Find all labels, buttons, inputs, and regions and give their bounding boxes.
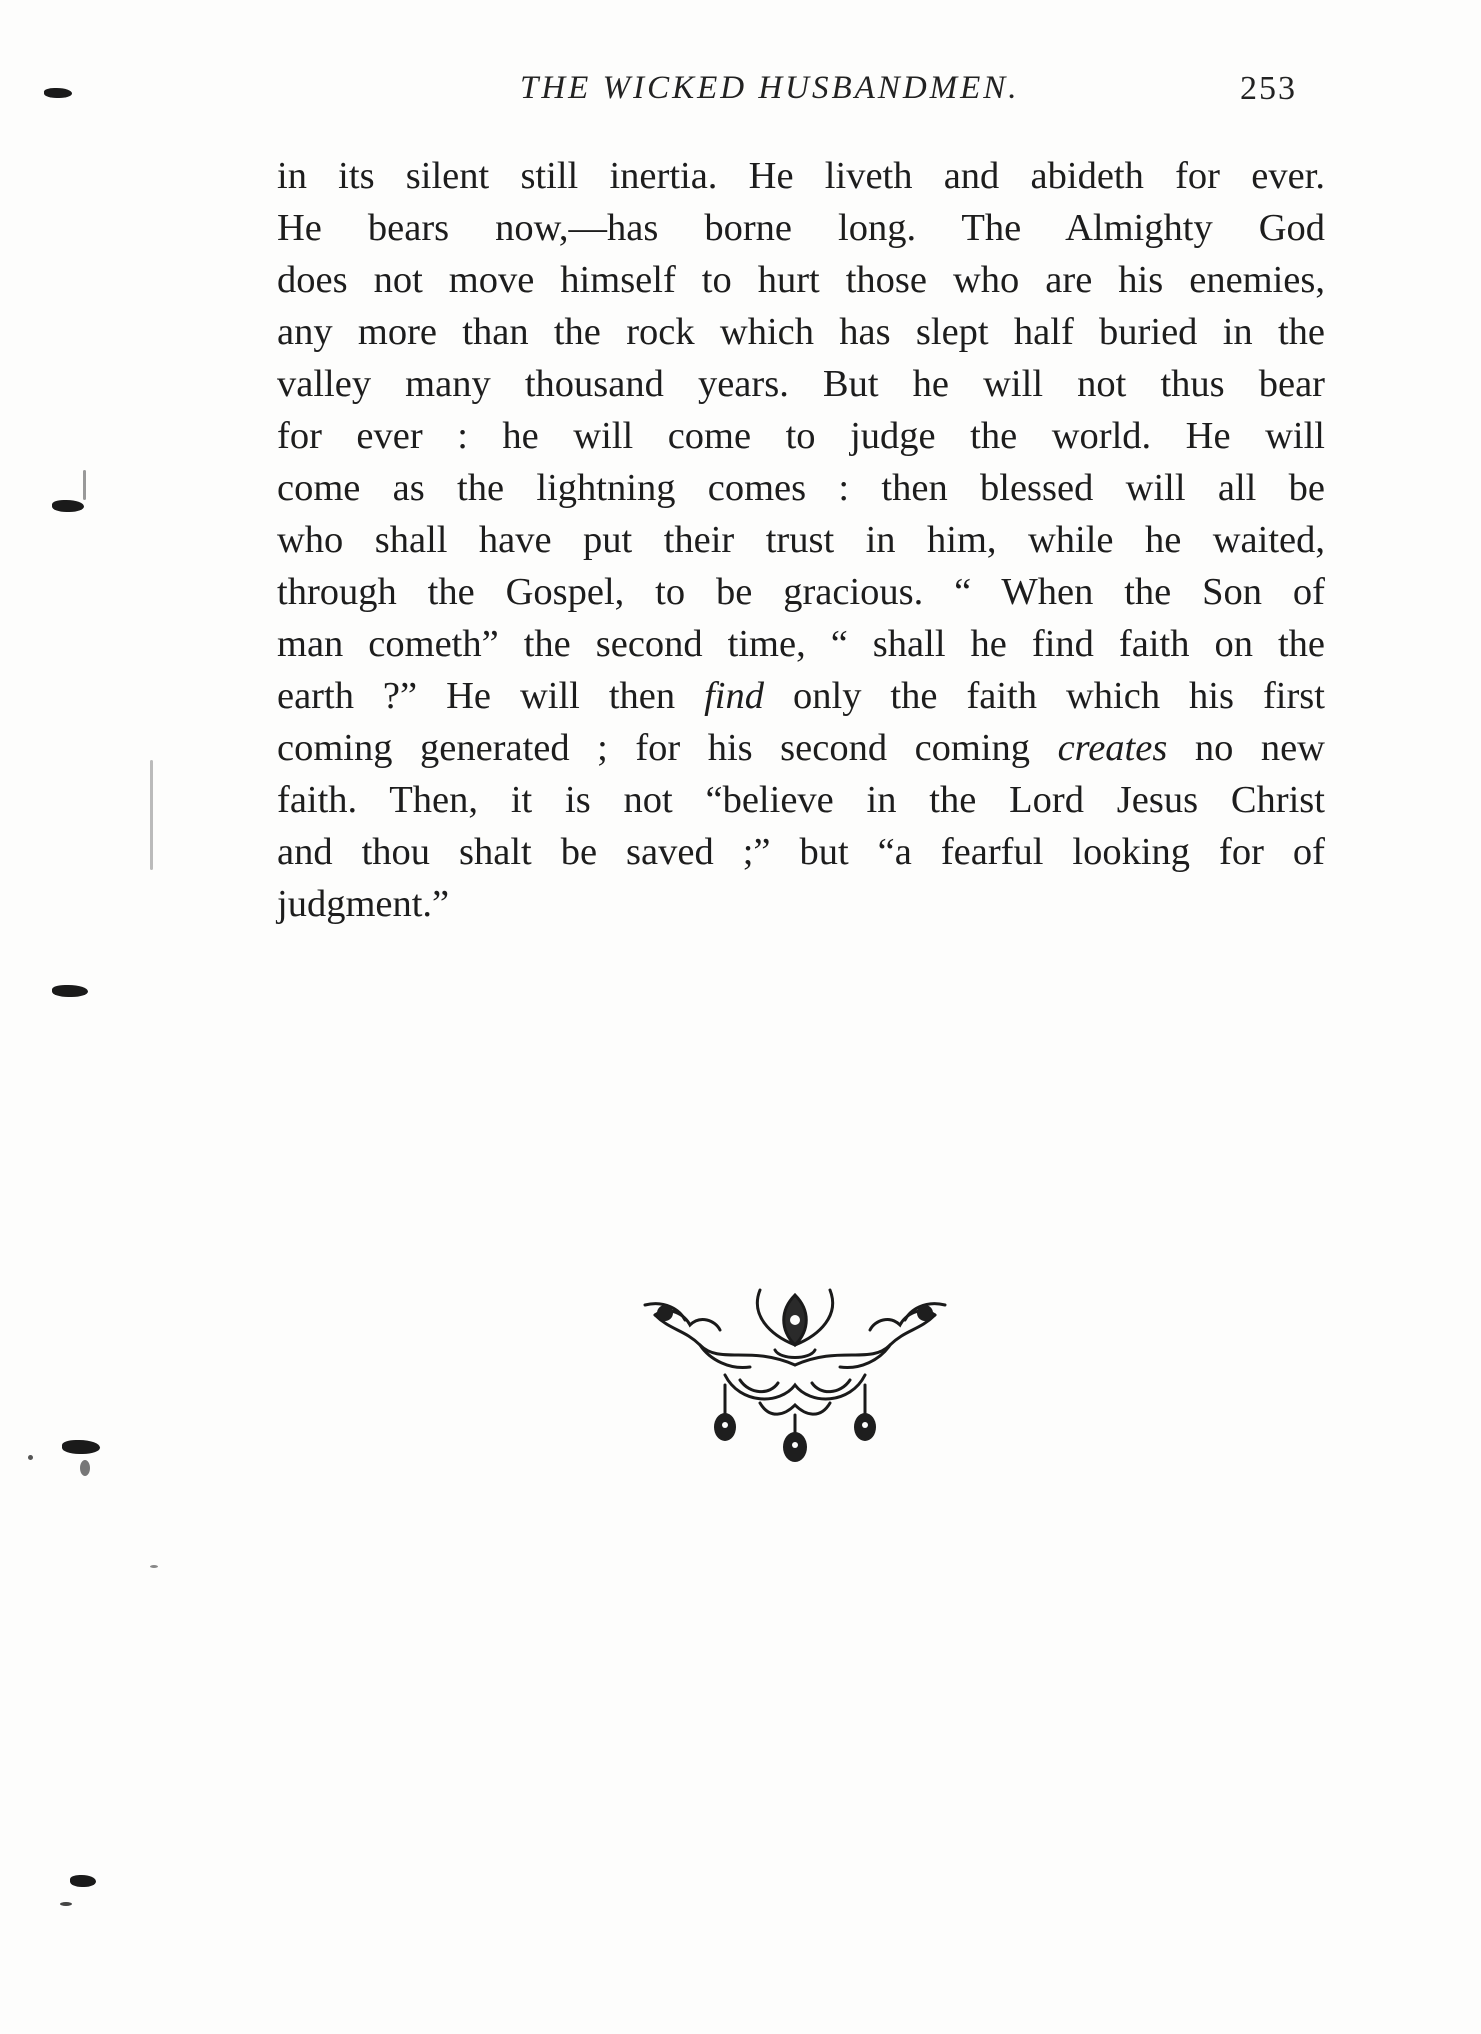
text-line: who shall have put their trust in him, while he waited, <box>277 519 1325 561</box>
text-line: in its silent still inertia. He liveth and abideth for ever. <box>277 155 1325 197</box>
scan-speck <box>80 1460 90 1476</box>
tailpiece-ornament-icon <box>630 1275 960 1475</box>
body-paragraph <box>277 150 1325 930</box>
text-line: faith. Then, it is not “believe in the Lord Jesus Christ <box>277 779 1325 821</box>
text-line <box>277 670 1325 722</box>
text-line: for ever : he will come to judge the world. He will <box>277 415 1325 457</box>
scan-speck <box>60 1902 72 1906</box>
text-line: valley many thousand years. But he will not thus bear <box>277 363 1325 405</box>
text-line: does not move himself to hurt those who are his enemies, <box>277 259 1325 301</box>
text-line: He bears now,—has borne long. The Almighty God <box>277 207 1325 249</box>
text-segment: earth ?” He will then <box>277 675 705 717</box>
scan-mark <box>44 88 72 98</box>
text-line: and thou shalt be saved ;” but “a fearful looking for of <box>277 831 1325 873</box>
text-segment: coming generated ; for his second coming <box>277 727 1058 769</box>
scan-speck <box>150 1565 158 1568</box>
text-segment: no new <box>1167 727 1325 769</box>
text-line: any more than the rock which has slept half buried in the <box>277 311 1325 353</box>
text-line: through the Gospel, to be gracious. “ When the Son of <box>277 571 1325 613</box>
text-line: come as the lightning comes : then blessed will all be <box>277 467 1325 509</box>
italic-word: find <box>704 675 765 717</box>
scan-mark <box>52 985 88 997</box>
text-line <box>277 722 1325 774</box>
running-title: THE WICKED HUSBANDMEN. <box>520 70 1020 106</box>
text-line: judgment.” <box>277 883 450 925</box>
scan-mark <box>52 500 84 512</box>
scan-mark <box>70 1875 96 1887</box>
scan-speck <box>150 760 153 870</box>
scan-mark <box>62 1440 100 1454</box>
scan-speck <box>83 470 86 500</box>
text-line: man cometh” the second time, “ shall he find faith on the <box>277 623 1325 665</box>
scan-speck <box>28 1455 33 1460</box>
page-number: 253 <box>1240 70 1297 107</box>
text-segment: only the faith which his first <box>764 675 1325 717</box>
italic-word: creates <box>1057 727 1168 769</box>
